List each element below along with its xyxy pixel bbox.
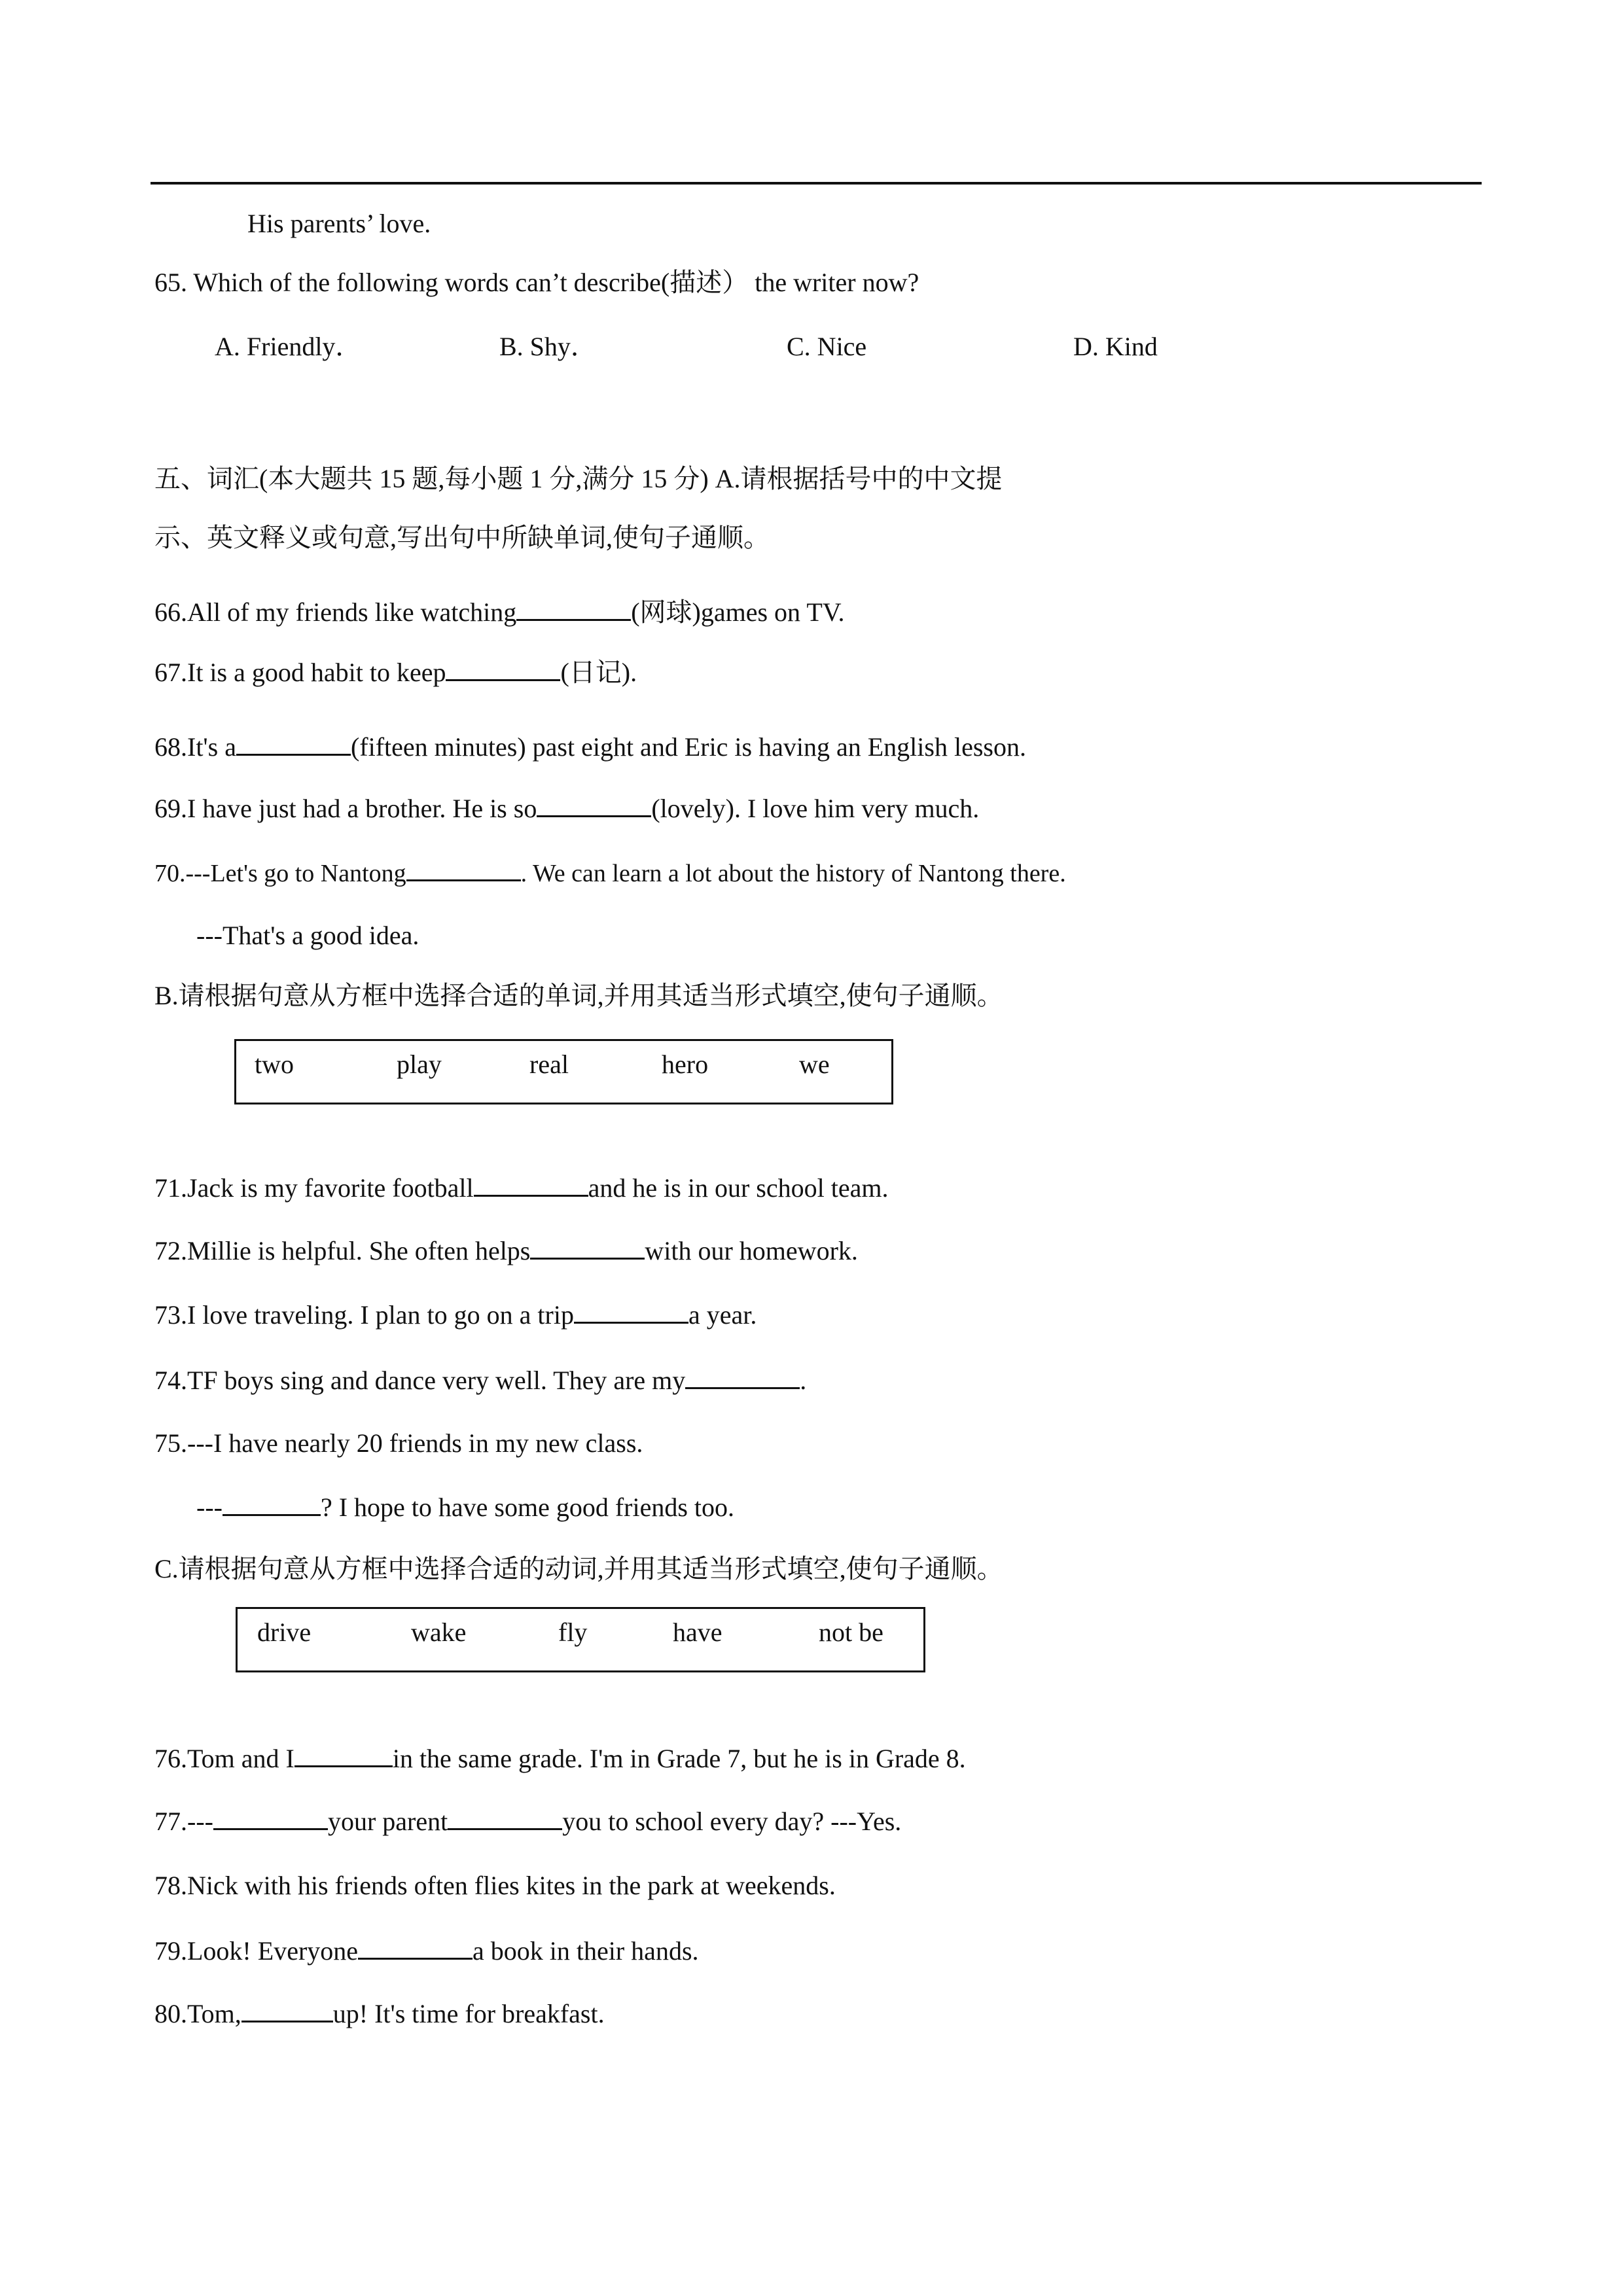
question-78: 78.Nick with his friends often flies kites in the park at weekends.: [154, 1871, 836, 1900]
option-b[interactable]: B. Shy．: [499, 332, 597, 361]
question-69: 69.I have just had a brother. He is so (lovely). I love him very much.: [154, 794, 980, 823]
question-67: 67.It is a good habit to keep (日记).: [154, 658, 637, 687]
answer-blank-79[interactable]: [358, 1935, 473, 1960]
word-box-b-item: real: [529, 1050, 569, 1079]
answer-blank-70[interactable]: [406, 857, 521, 881]
answer-blank-80[interactable]: [241, 1998, 333, 2022]
header-rule: [151, 182, 1482, 185]
answer-blank-69[interactable]: [537, 793, 651, 817]
word-box-b-item: hero: [662, 1050, 709, 1079]
option-a[interactable]: A. Friendly．: [215, 332, 362, 361]
answer-blank-75[interactable]: [223, 1492, 321, 1516]
option-c[interactable]: C. Nice: [787, 332, 867, 361]
question-75-reply: --- ? I hope to have some good friends too.: [196, 1492, 735, 1522]
question-66: 66.All of my friends like watching (网球)games on TV.: [154, 597, 845, 627]
question-73: 73.I love traveling. I plan to go on a trip a year.: [154, 1300, 757, 1330]
answer-blank-77a[interactable]: [213, 1806, 328, 1830]
question-68: 68.It's a (fifteen minutes) past eight and Eric is having an English lesson.: [154, 732, 1026, 762]
answer-blank-68[interactable]: [236, 732, 351, 756]
answer-blank-74[interactable]: [685, 1365, 800, 1389]
part-c-instruction: C.请根据句意从方框中选择合适的动词,并用其适当形式填空,使句子通顺。: [154, 1554, 1003, 1583]
word-box-c-item: wake: [411, 1617, 467, 1647]
answer-blank-73[interactable]: [574, 1299, 688, 1324]
continuation-text: His parents’ love.: [247, 209, 431, 238]
word-box-c: [236, 1607, 925, 1672]
answer-blank-76[interactable]: [294, 1743, 393, 1767]
answer-blank-71[interactable]: [474, 1173, 588, 1197]
word-box-b: [234, 1039, 893, 1104]
question-79: 79.Look! Everyone a book in their hands.: [154, 1936, 699, 1966]
answer-blank-66[interactable]: [516, 597, 631, 621]
answer-blank-72[interactable]: [530, 1235, 645, 1260]
question-76: 76.Tom and I in the same grade. I'm in Grade 7, but he is in Grade 8.: [154, 1744, 966, 1773]
answer-blank-77b[interactable]: [448, 1806, 562, 1830]
question-80: 80.Tom, up! It's time for breakfast.: [154, 1999, 605, 2028]
word-box-c-item: not be: [819, 1617, 883, 1647]
part-b-instruction: B.请根据句意从方框中选择合适的单词,并用其适当形式填空,使句子通顺。: [154, 981, 1003, 1010]
option-d[interactable]: D. Kind: [1073, 332, 1158, 361]
question-75: 75.---I have nearly 20 friends in my new class.: [154, 1428, 643, 1458]
word-box-b-item: two: [255, 1050, 294, 1079]
answer-blank-67[interactable]: [446, 657, 560, 681]
section-header-line1: 五、词汇(本大题共 15 题,每小题 1 分,满分 15 分) A.请根据括号中的中文提: [154, 464, 1003, 493]
word-box-c-item: drive: [257, 1617, 312, 1647]
question-65: 65. Which of the following words can’t describe(描述） the writer now?: [154, 268, 919, 297]
question-74: 74.TF boys sing and dance very well. They are my .: [154, 1366, 807, 1395]
section-header-line2: 示、英文释义或句意,写出句中所缺单词,使句子通顺。: [154, 523, 770, 552]
word-box-b-item: play: [397, 1050, 442, 1079]
question-72: 72.Millie is helpful. She often helps with our homework.: [154, 1236, 858, 1265]
question-70: 70.---Let's go to Nantong . We can learn a lot about the history of Nantong there.: [154, 857, 1066, 889]
word-box-c-item: fly: [558, 1617, 588, 1647]
question-77: 77.--- your parent you to school every day? ---Yes.: [154, 1807, 902, 1836]
question-70-reply: ---That's a good idea.: [196, 921, 419, 950]
word-box-b-item: we: [799, 1050, 830, 1079]
question-71: 71.Jack is my favorite football and he is in our school team.: [154, 1173, 889, 1203]
word-box-c-item: have: [673, 1617, 722, 1647]
